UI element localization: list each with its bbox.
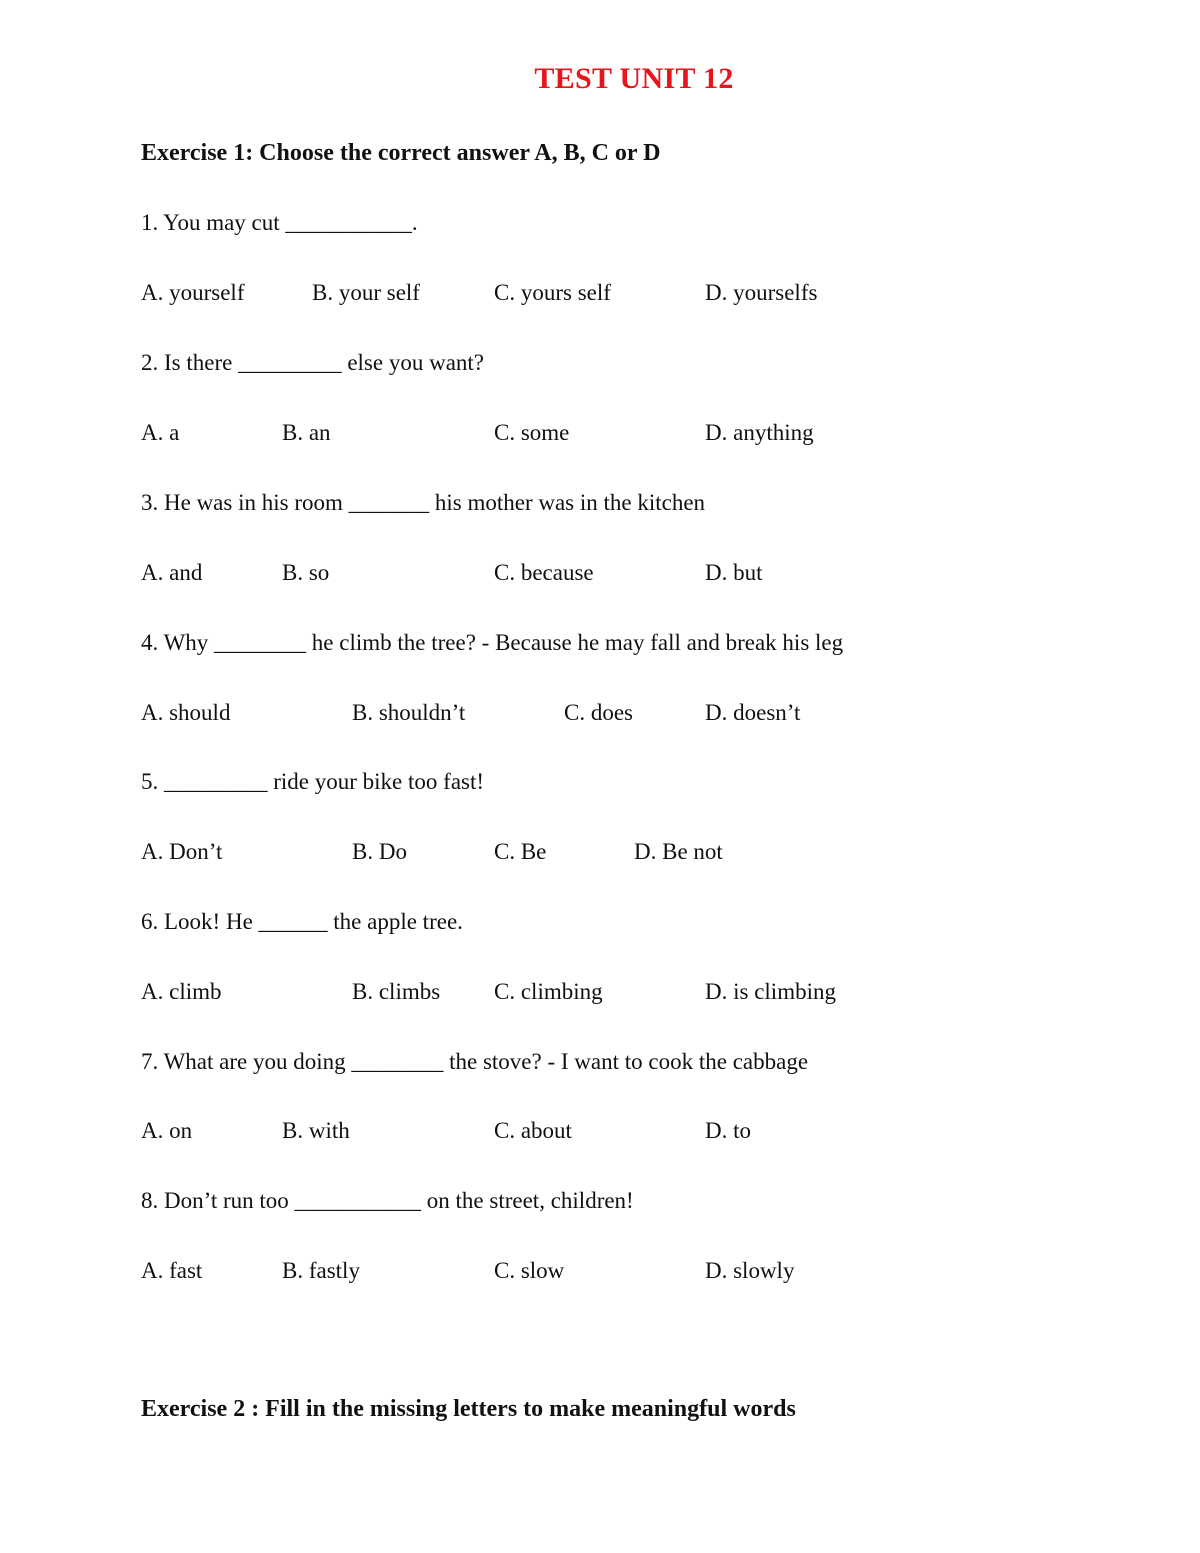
- question-2-stem: 2. Is there _________ else you want?: [141, 350, 485, 375]
- question-6-stem: 6. Look! He ______ the apple tree.: [141, 909, 463, 934]
- question-6-option-c: C. climbing: [494, 979, 603, 1004]
- question-8-option-b: B. fastly: [282, 1258, 360, 1283]
- question-5-option-b: B. Do: [352, 839, 407, 864]
- question-5-stem: 5. _________ ride your bike too fast!: [141, 769, 485, 794]
- question-8-option-a: A. fast: [141, 1258, 203, 1283]
- question-4-option-c: C. does: [564, 700, 633, 725]
- question-1-option-d: D. yourselfs: [705, 280, 818, 305]
- question-3-option-d: D. but: [705, 560, 763, 585]
- question-3-stem: 3. He was in his room _______ his mother was in the kitchen: [141, 490, 706, 515]
- question-4-stem: 4. Why ________ he climb the tree? - Because he may fall and break his leg: [141, 630, 844, 655]
- question-8-option-d: D. slowly: [705, 1258, 795, 1283]
- question-3-option-a: A. and: [141, 560, 203, 585]
- exercise-1-heading: Exercise 1: Choose the correct answer A, B, C or D: [141, 140, 661, 166]
- question-5-option-a: A. Don’t: [141, 839, 223, 864]
- question-6-option-b: B. climbs: [352, 979, 441, 1004]
- question-3-option-c: C. because: [494, 560, 594, 585]
- question-7-stem: 7. What are you doing ________ the stove? - I want to cook the cabbage: [141, 1049, 809, 1074]
- question-7-option-a: A. on: [141, 1118, 193, 1143]
- question-1-option-a: A. yourself: [141, 280, 245, 305]
- question-2-option-c: C. some: [494, 420, 570, 445]
- question-6-option-a: A. climb: [141, 979, 222, 1004]
- question-4-option-d: D. doesn’t: [705, 700, 801, 725]
- question-7-option-b: B. with: [282, 1118, 350, 1143]
- question-8-stem: 8. Don’t run too ___________ on the street, children!: [141, 1188, 634, 1213]
- question-7-option-c: C. about: [494, 1118, 572, 1143]
- question-1-option-b: B. your self: [312, 280, 420, 305]
- page-title: TEST UNIT 12: [534, 62, 734, 95]
- question-4-option-a: A. should: [141, 700, 231, 725]
- question-5-option-d: D. Be not: [634, 839, 723, 864]
- question-4-option-b: B. shouldn’t: [352, 700, 466, 725]
- question-3-option-b: B. so: [282, 560, 330, 585]
- question-2-option-a: A. a: [141, 420, 180, 445]
- question-1-stem: 1. You may cut ___________.: [141, 210, 418, 235]
- question-2-option-b: B. an: [282, 420, 331, 445]
- question-6-option-d: D. is climbing: [705, 979, 836, 1004]
- question-5-option-c: C. Be: [494, 839, 547, 864]
- question-2-option-d: D. anything: [705, 420, 814, 445]
- question-7-option-d: D. to: [705, 1118, 751, 1143]
- question-1-option-c: C. yours self: [494, 280, 611, 305]
- exercise-2-heading: Exercise 2 : Fill in the missing letters to make meaningful words: [141, 1396, 796, 1422]
- question-8-option-c: C. slow: [494, 1258, 565, 1283]
